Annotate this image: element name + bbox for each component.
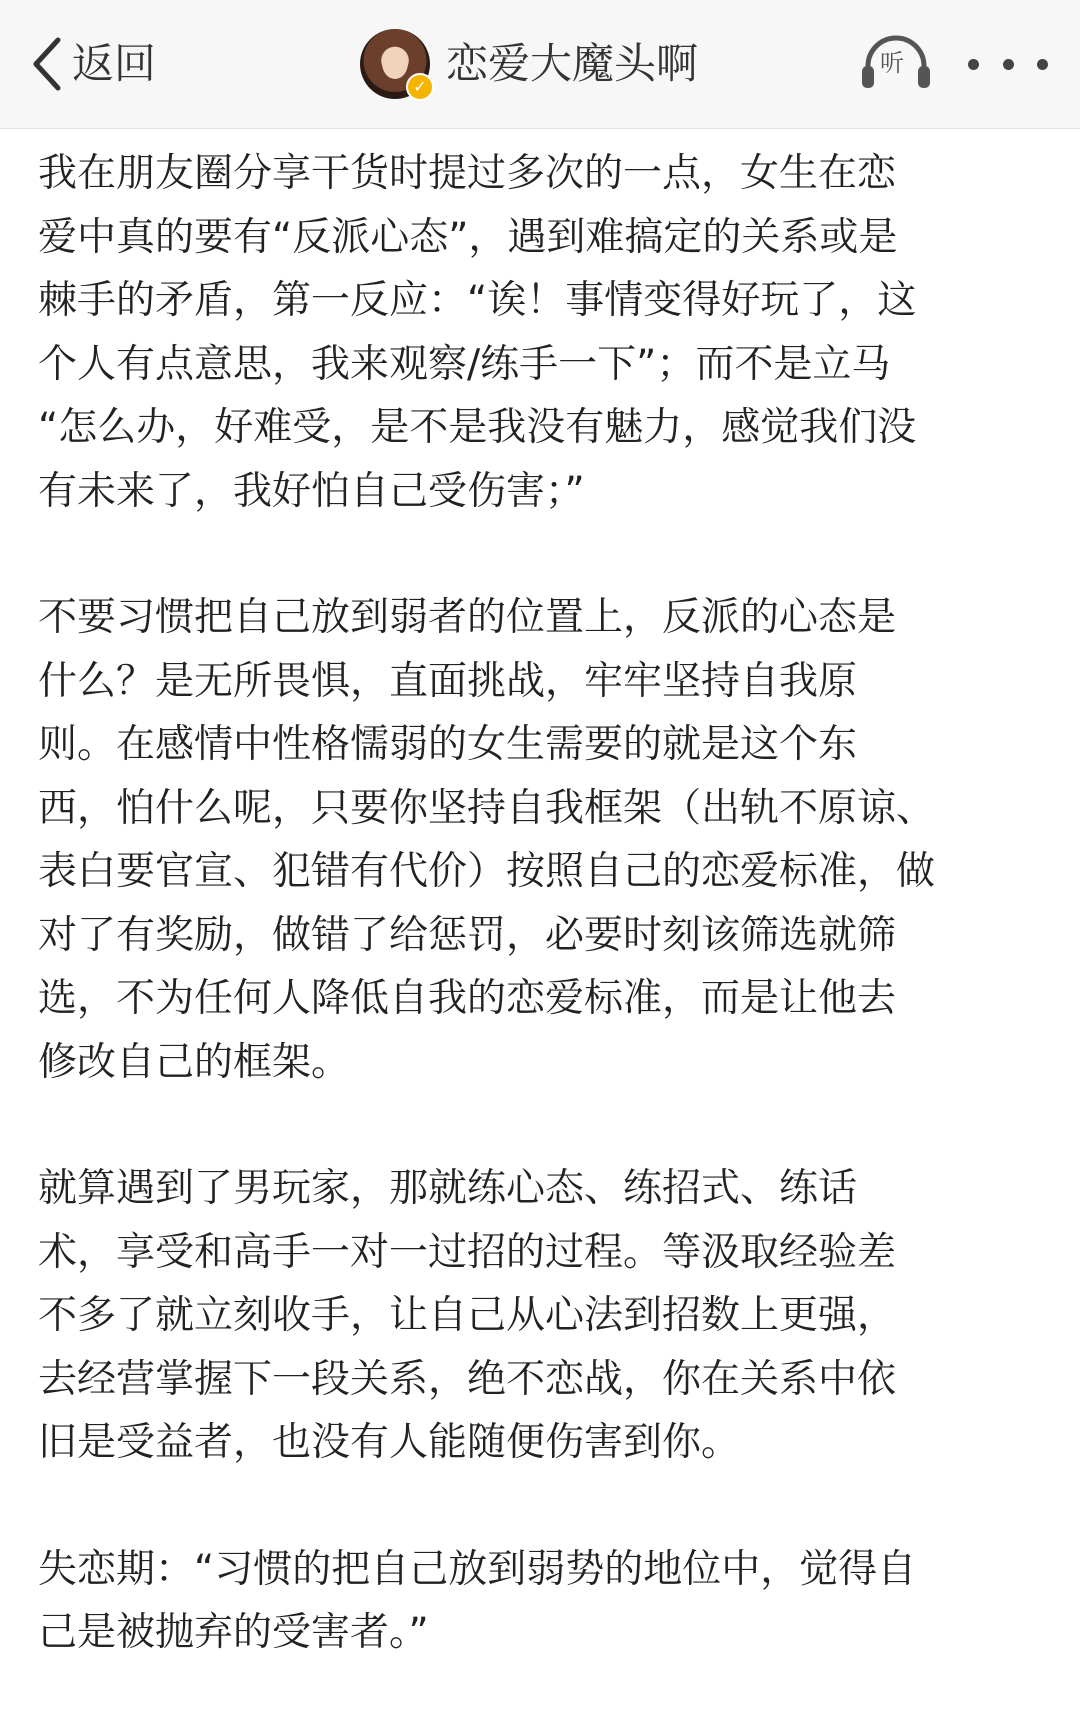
paragraph [38, 1157, 1048, 1475]
back-label: 返回 [72, 39, 157, 88]
listen-button[interactable] [858, 30, 934, 92]
text-line: 我在朋友圈分享干货时提过多次的一点，女生在恋 [38, 151, 897, 196]
text-line: 个人有点意思，我来观察/练手一下”；而不是立马 [38, 341, 891, 387]
text-line: 去经营掌握下一段关系，绝不恋战，你在关系中依 [38, 1356, 897, 1402]
text-line: 术，享受和高手一对一过招的过程。等汲取经验差 [38, 1229, 897, 1275]
text-line: 不多了就立刻收手，让自己从心法到招数上更强， [38, 1293, 897, 1338]
text-line: 西，怕什么呢，只要你坚持自我框架（出轨不原谅、 [38, 785, 936, 831]
text-line: 不要习惯把自己放到弱者的位置上，反派的心态是 [38, 595, 897, 640]
verified-badge-icon: ✓ [406, 73, 434, 101]
text-line: 选，不为任何人降低自我的恋爱标准，而是让他去 [38, 976, 897, 1021]
text-line: 修改自己的框架。 [38, 1039, 351, 1085]
text-line: 爱中真的要有“反派心态”，遇到难搞定的关系或是 [38, 214, 898, 260]
paragraph [38, 1538, 1048, 1665]
text-line: 什么？是无所畏惧，直面挑战，牢牢坚持自我原 [38, 658, 858, 704]
article-body [38, 142, 1048, 1728]
text-line: 就算遇到了男玩家，那就练心态、练招式、练话 [38, 1166, 858, 1211]
text-line: 旧是受益者，也没有人能随便伤害到你。 [38, 1420, 741, 1465]
back-button[interactable] [30, 30, 156, 98]
text-line: 对了有奖励，做错了给惩罚，必要时刻该筛选就筛 [38, 912, 897, 958]
paragraph [38, 142, 1048, 523]
text-line: “怎么办，好难受，是不是我没有魅力，感觉我们没 [38, 405, 917, 450]
account-name[interactable]: 恋爱大魔头啊 [446, 39, 699, 88]
text-line: 失恋期：“习惯的把自己放到弱势的地位中，觉得自 [38, 1546, 917, 1592]
paragraph [38, 586, 1048, 1094]
text-line: 有未来了，我好怕自己受伤害；” [38, 468, 585, 514]
text-line: 己是被抛弃的受害者。” [38, 1610, 429, 1655]
top-navigation-bar [0, 0, 1080, 129]
avatar-face [382, 47, 408, 79]
headphones-icon [858, 77, 934, 96]
account-header[interactable] [360, 26, 698, 102]
listen-label: 听 [880, 49, 904, 77]
avatar[interactable] [360, 29, 430, 99]
more-dots-icon [968, 59, 979, 70]
more-dots-icon [1003, 59, 1014, 70]
chevron-left-icon [30, 36, 64, 92]
text-line: 表白要官宣、犯错有代价）按照自己的恋爱标准，做 [38, 849, 936, 894]
text-line: 则。在感情中性格懦弱的女生需要的就是这个东 [38, 722, 858, 767]
text-line: 棘手的矛盾，第一反应：“诶！事情变得好玩了，这 [38, 278, 917, 323]
more-button[interactable] [968, 46, 1048, 82]
more-dots-icon [1037, 59, 1048, 70]
